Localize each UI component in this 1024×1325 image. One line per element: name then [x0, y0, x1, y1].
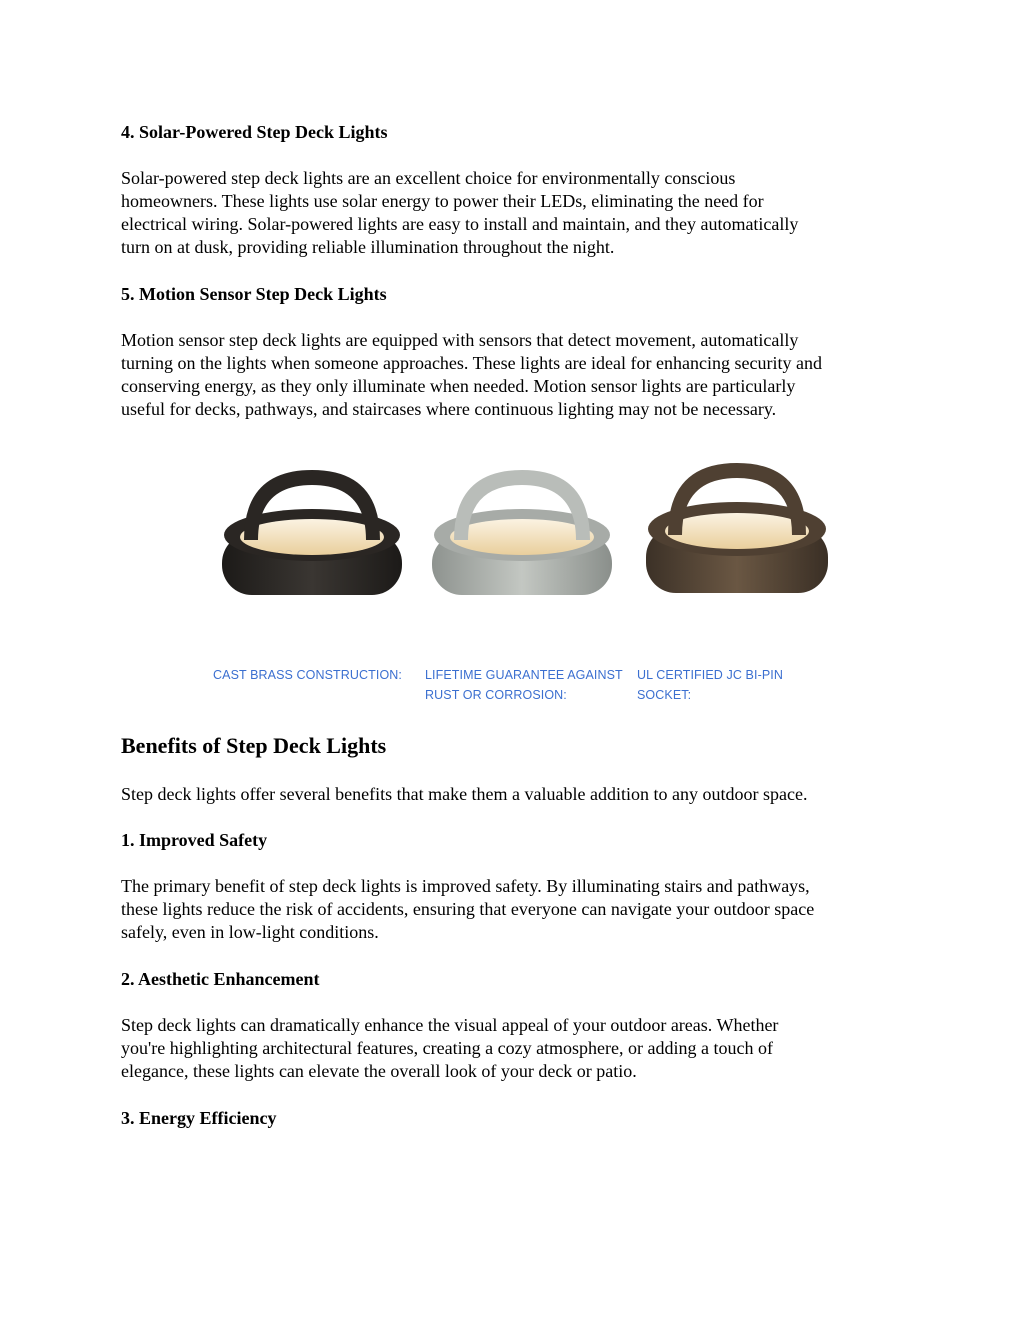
text-line: elegance, these lights can elevate the overall look of your deck or patio. — [121, 1061, 637, 1081]
paragraph-aesthetic — [121, 1014, 778, 1083]
section-heading-solar: 4. Solar-Powered Step Deck Lights — [121, 122, 388, 142]
benefit-heading-safety: 1. Improved Safety — [121, 830, 268, 850]
text-line: conserving energy, as they only illuminate when needed. Motion sensor lights are particularly — [121, 376, 796, 396]
section-heading-motion: 5. Motion Sensor Step Deck Lights — [121, 284, 387, 304]
light-silver-finish — [432, 470, 612, 595]
text-line: homeowners. These lights use solar energy to power their LEDs, eliminating the need for — [121, 191, 764, 211]
paragraph-motion — [121, 329, 822, 421]
paragraph-safety — [121, 875, 814, 944]
text-line: you're highlighting architectural features, creating a cozy atmosphere, or adding a touch of — [121, 1038, 773, 1058]
benefit-heading-energy: 3. Energy Efficiency — [121, 1108, 277, 1128]
text-line: turning on the lights when someone approaches. These lights are ideal for enhancing security and — [121, 353, 822, 373]
caption-line: UL CERTIFIED JC BI-PIN — [637, 668, 783, 682]
text-line: safely, even in low-light conditions. — [121, 922, 379, 942]
benefits-heading: Benefits of Step Deck Lights — [121, 733, 387, 758]
text-line: Motion sensor step deck lights are equipped with sensors that detect movement, automatically — [121, 330, 799, 350]
caption-line: LIFETIME GUARANTEE AGAINST — [425, 668, 623, 682]
caption-line: CAST BRASS CONSTRUCTION: — [213, 668, 402, 682]
product-image — [200, 445, 840, 715]
text-line: Solar-powered step deck lights are an excellent choice for environmentally conscious — [121, 168, 736, 188]
light-bronze-finish — [646, 463, 828, 593]
caption-line: SOCKET: — [637, 688, 692, 702]
caption-lifetime-guarantee — [425, 665, 623, 705]
deck-lights-illustration — [200, 445, 840, 645]
caption-ul-certified — [637, 665, 783, 705]
benefits-intro: Step deck lights offer several benefits that make them a valuable addition to any outdoor space. — [121, 784, 808, 804]
text-line: useful for decks, pathways, and staircases where continuous lighting may not be necessary. — [121, 399, 777, 419]
paragraph-solar — [121, 167, 798, 259]
text-line: Step deck lights can dramatically enhance the visual appeal of your outdoor areas. Whether — [121, 1015, 779, 1035]
benefit-heading-aesthetic: 2. Aesthetic Enhancement — [121, 969, 320, 989]
light-black-finish — [222, 470, 402, 595]
text-line: The primary benefit of step deck lights is improved safety. By illuminating stairs and pathways, — [121, 876, 810, 896]
text-line: these lights reduce the risk of accidents, ensuring that everyone can navigate your outdoor space — [121, 899, 815, 919]
text-line: electrical wiring. Solar-powered lights are easy to install and maintain, and they automatically — [121, 214, 799, 234]
caption-cast-brass — [213, 665, 402, 685]
caption-line: RUST OR CORROSION: — [425, 688, 567, 702]
text-line: turn on at dusk, providing reliable illumination throughout the night. — [121, 237, 615, 257]
